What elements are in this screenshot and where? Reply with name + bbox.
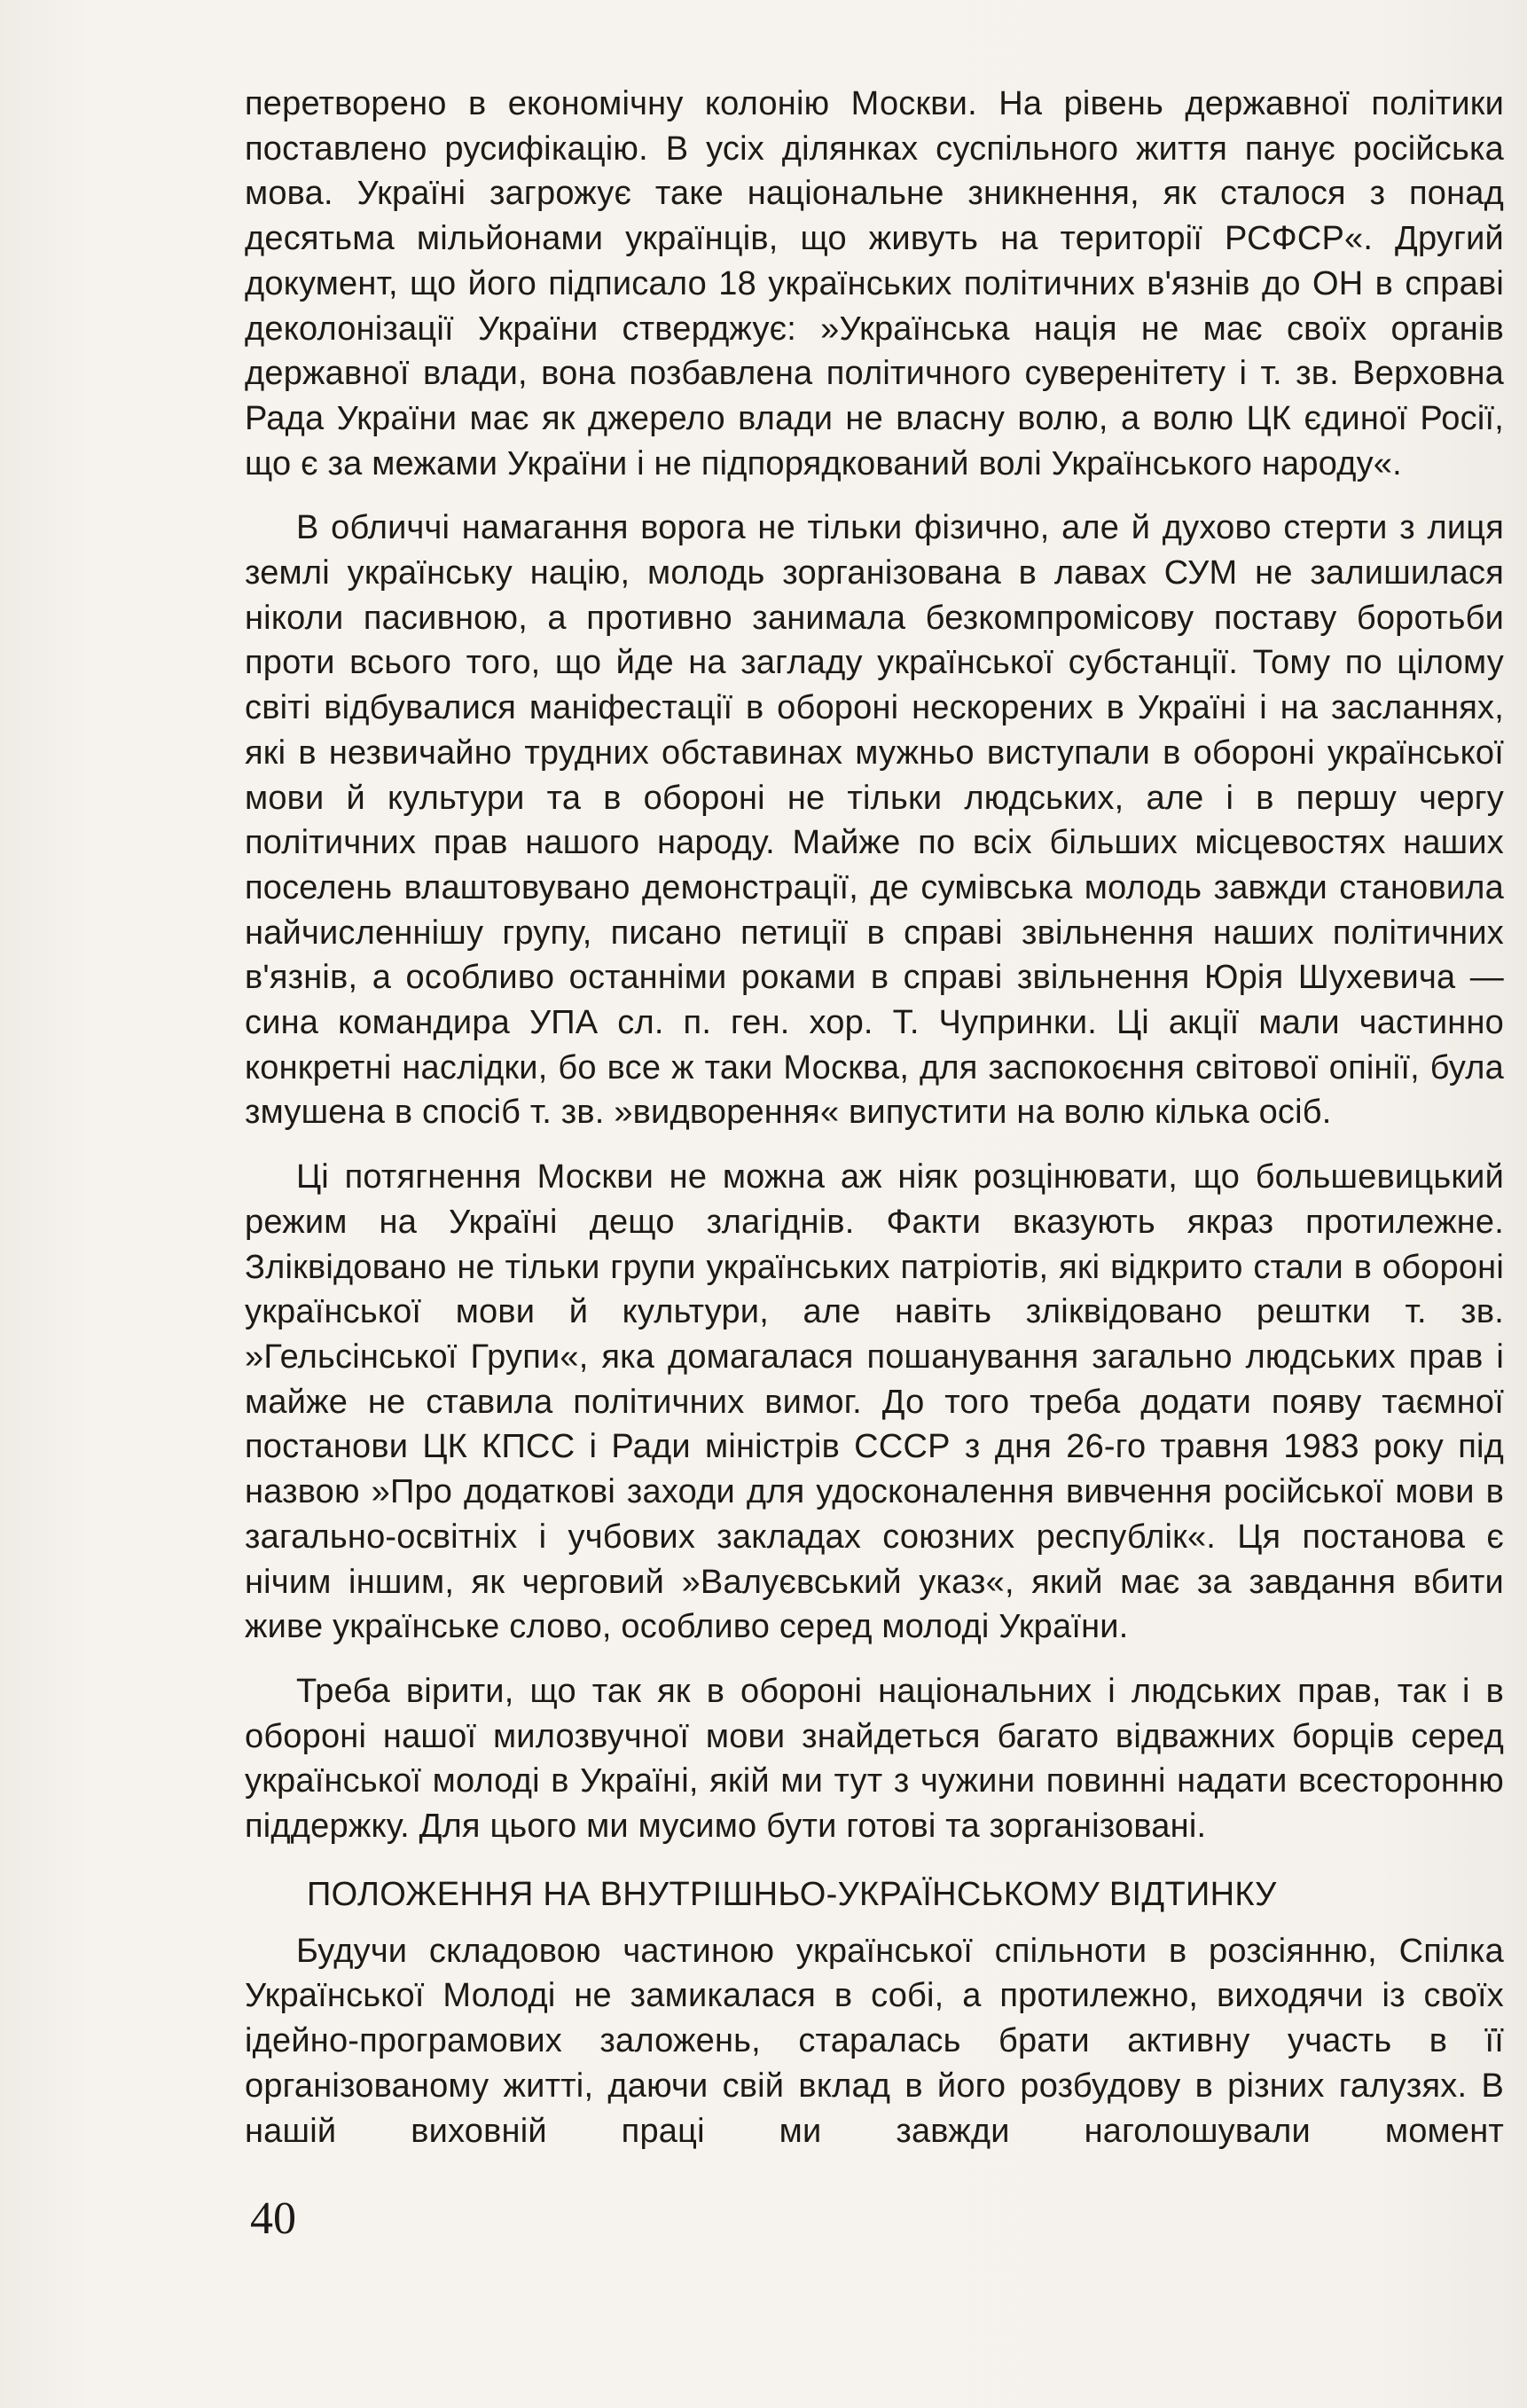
- page-text-block: [245, 82, 1504, 2153]
- paragraph-call-to-action: Треба вірити, що так як в обороні національних і людських прав, так і в обороні нашої милозвучної мови знайдеться багато відважних борців серед української молоді в Україні, якій ми тут з чужини повинні надати всесторонню піддержку. Для цього ми мусимо бути готові та зорганізовані.: [245, 1672, 1504, 1846]
- paragraph-section-start: Будучи складовою частиною української спільноти в розсіянню, Спілка Української Молоді не замикалася в собі, а протилежно, виходячи із своїх ідейно-програмових заложень, старалась брати активну участь в її організованому житті, даючи свій вклад в його розбудову в різних галузях. В нашій виховній праці ми завжди наголошували момент: [245, 1932, 1504, 2150]
- paragraph-youth-resistance: В обличчі намагання ворога не тільки фізично, але й духово стерти з лиця землі українську націю, молодь зорганізована в лавах СУМ не залишилася ніколи пасивною, а противно занимала безкомпромісову поставу боротьби проти всього того, що йде на загладу української субстанції. Тому по цілому світі відбувалися маніфестації в обороні нескорених в Україні і на засланнях, які в незвичайно трудних обставинах мужньо виступали в обороні української мови й культури та в обороні не тільки людських, але і в першу чергу політичних прав нашого народу. Майже по всіх більших місцевостях наших поселень влаштовувано демонстрації, де сумівська молодь завжди становила найчисленнішу групу, писано петиції в справі звільнення наших політичних в'язнів, а особливо останніми роками в справі звільнення Юрія Шухевича — сина командира УПА сл. п. ген. хор. Т. Чупринки. Ці акції мали частинно конкретні наслідки, бо все ж таки Москва, для заспокоєння світової опінії, була змушена в спосіб т. зв. »видворення« випустити на волю кілька осіб.: [245, 509, 1504, 1132]
- section-heading: ПОЛОЖЕННЯ НА ВНУТРІШНЬО-УКРАЇНСЬКОМУ ВІДТИНКУ: [307, 1875, 1277, 1913]
- paragraph-continuation: перетворено в економічну колонію Москви. На рівень державної політики поставлено русифікацію. В усіх ділянках суспільного життя панує російська мова. Україні загрожує таке національне зникнення, як сталося з понад десятьма мільйонами українців, що живуть на території РСФСР«. Другий документ, що його підписало 18 українських політичних в'язнів до ОН в справі деколонізації України стверджує: »Українська нація не має своїх органів державної влади, вона позбавлена політичного суверенітету і т. зв. Верховна Рада України має як джерело влади не власну волю, а волю ЦК єдиної Росії, що є за межами України і не підпорядкований волі Українського народу«.: [245, 85, 1504, 482]
- page-number: 40: [250, 2193, 296, 2244]
- paragraph-moscow-policy: Ці потягнення Москви не можна аж ніяк розцінювати, що большевицький режим на Україні дещо злагіднів. Факти вказують якраз протилежне. Зліквідовано не тільки групи українських патріотів, які відкрито стали в обороні української мови й культури, але навіть зліквідовано рештки т. зв. »Гельсінської Групи«, яка домагалася пошанування загально людських прав і майже не ставила політичних вимог. До того треба додати появу таємної постанови ЦК КПСС і Ради міністрів СССР з дня 26-го травня 1983 року під назвою »Про додаткові заходи для удосконалення вивчення російської мови в загально-освітніх і учбових закладах союзних республік«. Ця постанова є нічим іншим, як черговий »Валуєвський указ«, який має за завдання вбити живе українське слово, особливо серед молоді України.: [245, 1158, 1504, 1646]
